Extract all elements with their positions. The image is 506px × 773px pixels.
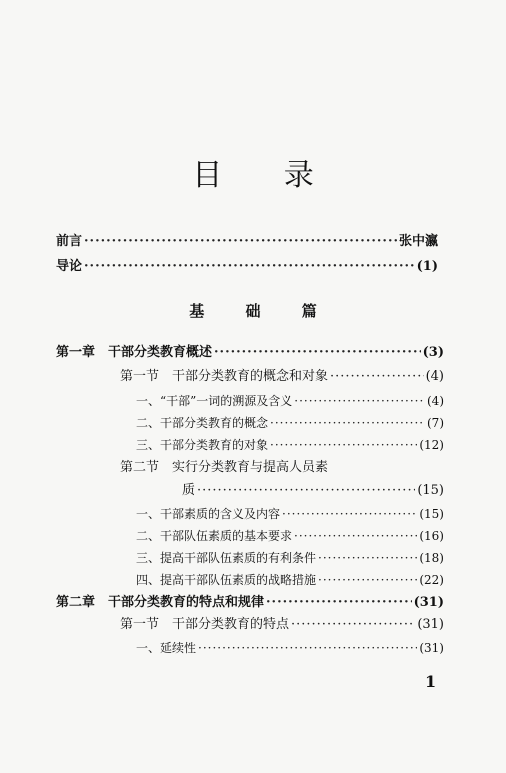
toc-entry-subsection — [136, 550, 444, 566]
entry-page: (7) — [427, 416, 444, 430]
toc-entry-subsection — [136, 506, 444, 522]
entry-label: 第一节 干部分类教育的特点 — [120, 617, 290, 632]
entry-page: (22) — [419, 573, 444, 587]
entry-label: 前言 — [56, 234, 83, 249]
leader-dots — [291, 617, 415, 633]
toc-title: 目 录 — [192, 158, 340, 193]
leader-dots — [198, 640, 417, 656]
toc-entry-section — [120, 617, 444, 633]
entry-page: (31) — [413, 595, 444, 610]
leader-dots — [197, 483, 415, 499]
entry-label: 导论 — [56, 259, 83, 274]
entry-page: 张中瀛 — [398, 234, 438, 249]
entry-page: (15) — [417, 483, 444, 498]
entry-label: 第二节 实行分类教育与提高人员素 — [120, 460, 329, 475]
leader-dots — [318, 572, 417, 588]
entry-label: 第一章 干部分类教育概述 — [56, 345, 213, 360]
entry-page: (3) — [422, 345, 444, 360]
toc-entry-subsection — [136, 415, 444, 431]
entry-page: (4) — [425, 369, 444, 384]
entry-label: 质 — [182, 483, 196, 498]
leader-dots — [294, 393, 425, 409]
section-heading: 基 础 篇 — [189, 302, 335, 320]
toc-entry-subsection — [136, 393, 444, 409]
entry-label: 四、提高干部队伍素质的战略措施 — [136, 573, 317, 587]
leader-dots — [282, 506, 417, 522]
page-number: 1 — [425, 672, 437, 691]
entry-page: (4) — [427, 394, 444, 408]
toc-entry-subsection — [136, 572, 444, 588]
toc-entry-section-continued — [182, 483, 444, 499]
entry-label: 一、“干部”一词的溯源及含义 — [136, 394, 293, 408]
toc-entry-chapter — [56, 345, 444, 361]
entry-page: (15) — [419, 507, 444, 521]
leader-dots — [294, 528, 417, 544]
toc-entry-section — [120, 369, 444, 385]
entry-page: (12) — [419, 438, 444, 452]
entry-label: 三、提高干部队伍素质的有利条件 — [136, 551, 317, 565]
leader-dots — [270, 437, 417, 453]
toc-entry-subsection — [136, 528, 444, 544]
entry-page: (18) — [419, 551, 444, 565]
entry-label: 二、干部分类教育的概念 — [136, 416, 269, 430]
toc-entry-preface — [56, 234, 438, 250]
entry-label: 第一节 干部分类教育的概念和对象 — [120, 369, 329, 384]
leader-dots — [84, 259, 415, 275]
entry-page: (1) — [416, 259, 438, 274]
entry-label: 第二章 干部分类教育的特点和规律 — [56, 595, 265, 610]
leader-dots — [84, 234, 397, 250]
leader-dots — [266, 595, 412, 611]
entry-label: 二、干部队伍素质的基本要求 — [136, 529, 293, 543]
toc-entry-subsection — [136, 640, 444, 656]
entry-page: (16) — [419, 529, 444, 543]
entry-label: 一、延续性 — [136, 641, 197, 655]
entry-label: 一、干部素质的含义及内容 — [136, 507, 281, 521]
toc-entry-introduction — [56, 259, 438, 275]
entry-page: (31) — [417, 617, 444, 632]
entry-label: 三、干部分类教育的对象 — [136, 438, 269, 452]
toc-entry-chapter — [56, 595, 444, 611]
entry-page: (31) — [419, 641, 444, 655]
toc-entry-section — [120, 460, 444, 476]
leader-dots — [214, 345, 421, 361]
leader-dots — [330, 369, 424, 385]
leader-dots — [318, 550, 417, 566]
toc-entry-subsection — [136, 437, 444, 453]
leader-dots — [270, 415, 425, 431]
